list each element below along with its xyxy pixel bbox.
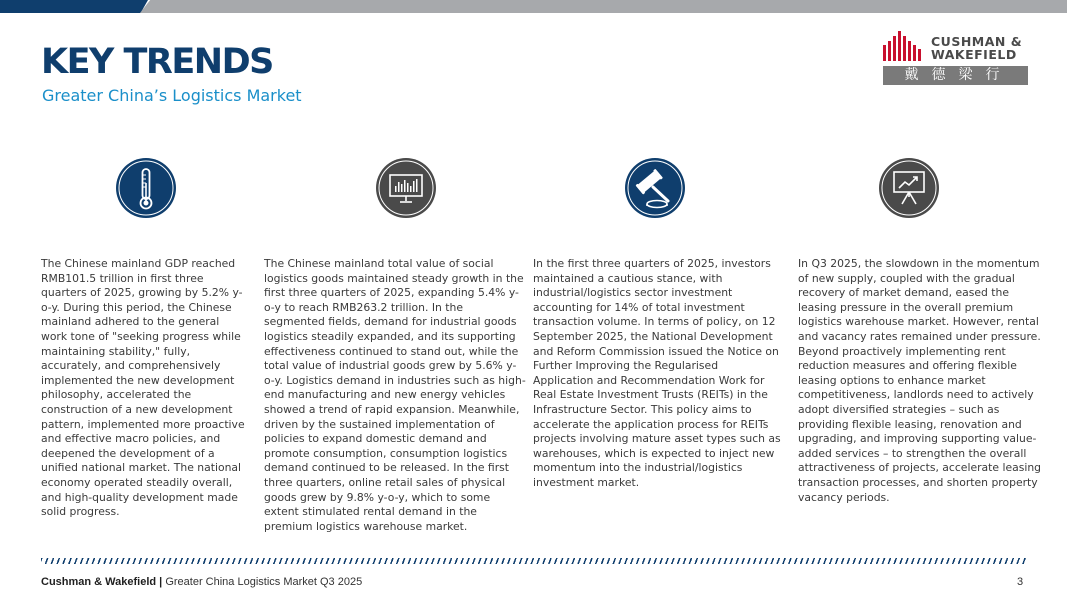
- column-text-gdp: The Chinese mainland GDP reached RMB101.5 trillion in first three quarters of 2025, growing by 5.2% y-o-y. During this period, the Chinese mainland adhered to the general work tone of "seeking progress while maintaining stability," fully, accurately, and comprehensively implemented the new development philosophy, accelerated the construction of a new development pattern, implemented more proactive and effective macro policies, and deepened the development of a unified national market. The national economy operated steadily overall, and high-quality development made solid progress.: [41, 257, 245, 519]
- footer-report-title: Greater China Logistics Market Q3 2025: [165, 576, 363, 588]
- footer: [41, 576, 362, 588]
- presentation-trend-icon: [878, 157, 940, 219]
- thermometer-icon: [115, 157, 177, 219]
- logo-chinese-name: 戴德梁行: [883, 66, 1028, 85]
- column-text-leasing: In Q3 2025, the slowdown in the momentum of new supply, coupled with the gradual recovery of market demand, eased the leasing pressure in the overall premium logistics warehouse market. However, rental and vacancy rates remained under pressure. Beyond proactively implementing rent reduction measures and offering flexible leasing options to enhance market competitiveness, landlords need to actively adopt diversified strategies – such as providing flexible leasing, renovation and upgrading, and improving supporting value-added services – to strengthen the overall attractiveness of projects, accelerate leasing transaction processes, and shorten property vacancy periods.: [798, 257, 1042, 504]
- column-text-investment: In the first three quarters of 2025, investors maintained a cautious stance, with industrial/logistics sector investment accounting for 14% of total investment transaction volume. In terms of policy, on 12 September 2025, the National Development and Reform Commission issued the Notice on Further Improving the Regularised Application and Recommendation Work for Real Estate Investment Trusts (REITs) in the Infrastructure Sector. This policy aims to accelerate the application process for REITs projects involving mature asset types such as warehouses, which is expected to inject new momentum into the industrial/logistics investment market.: [533, 257, 781, 489]
- logo-line2: WAKEFIELD: [931, 47, 1017, 62]
- monitor-chart-icon: [375, 157, 437, 219]
- logo-mark-icon: [883, 31, 923, 61]
- footer-separator: |: [156, 576, 166, 588]
- top-accent-bar: [0, 0, 148, 13]
- gavel-icon: [624, 157, 686, 219]
- column-text-logistics-goods: The Chinese mainland total value of social logistics goods maintained steady growth in the first three quarters of 2025, expanding 5.4% y-o-y to reach RMB263.2 trillion. In the segmented fields, demand for industrial goods logistics steadily expanded, and its supporting effectiveness continued to stand out, while the total value of industrial goods grew by 5.6% y-o-y. Logistics demand in industries such as high-end manufacturing and new energy vehicles showed a trend of rapid expansion. Meanwhile, driven by the sustained implementation of policies to expand domestic demand and promote consumption, consumption logistics demand continued to be released. In the first three quarters, online retail sales of physical goods grew by 9.8% y-o-y, which to some extent stimulated rental demand in the premium logistics warehouse market.: [264, 257, 526, 533]
- top-grey-bar: [140, 0, 1067, 13]
- footer-brand: Cushman & Wakefield: [41, 576, 157, 588]
- cushman-wakefield-logo: [883, 31, 1028, 87]
- page-subtitle: Greater China’s Logistics Market: [42, 86, 302, 105]
- page-number: 3: [1017, 576, 1024, 588]
- dashed-divider: [41, 558, 1026, 564]
- logo-line1: CUSHMAN &: [931, 34, 1023, 49]
- page-title: KEY TRENDS: [41, 42, 273, 82]
